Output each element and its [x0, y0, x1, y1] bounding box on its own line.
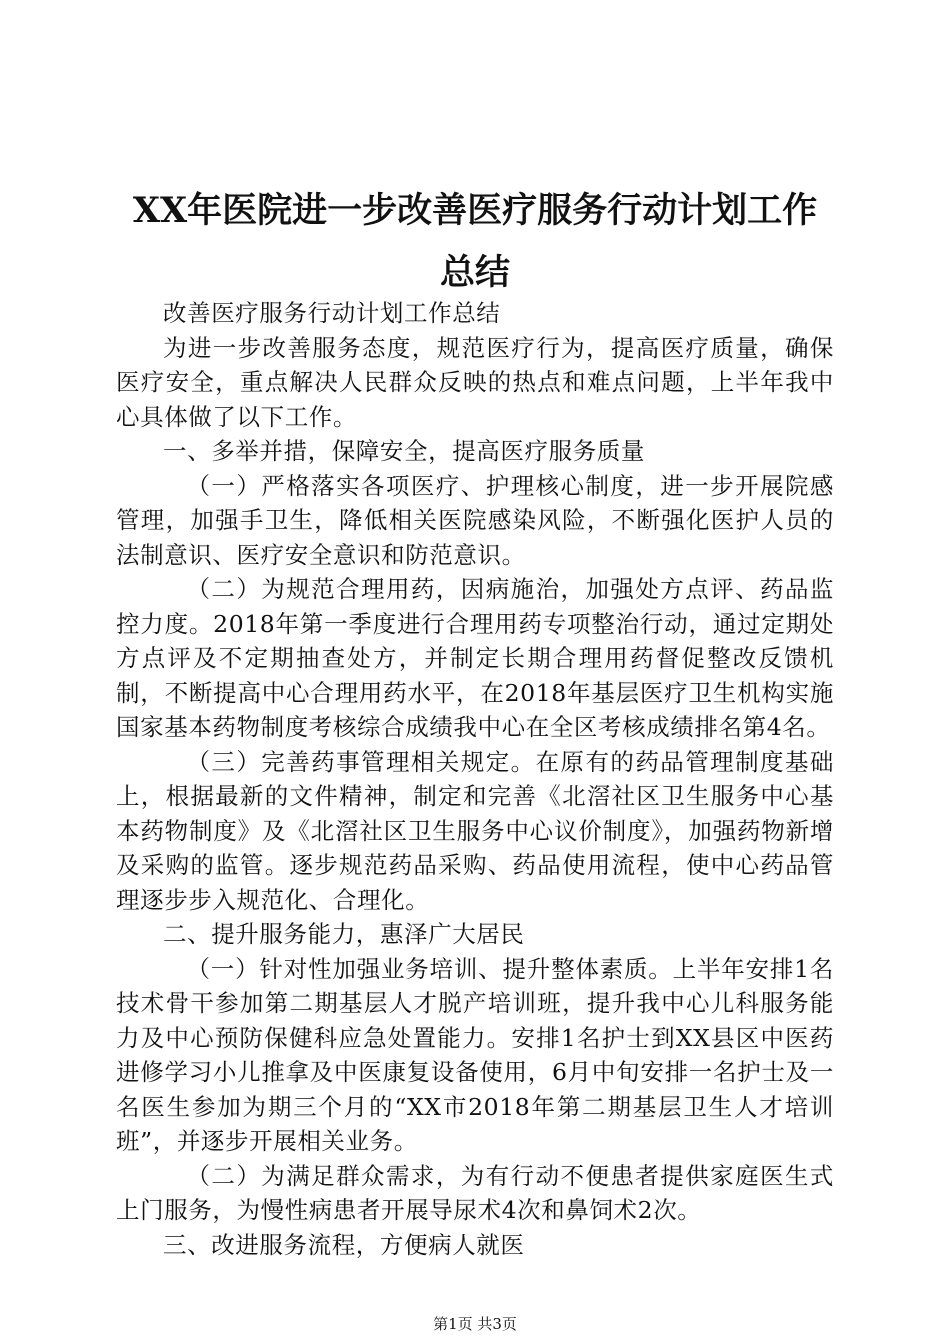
- document-body: [116, 296, 834, 1262]
- paragraph-1-3: （三）完善药事管理相关规定。在原有的药品管理制度基础上，根据最新的文件精神，制定和完善《北滘社区卫生服务中心基本药物制度》及《北滘社区卫生服务中心议价制度》，加强药物新增及采购的监管。逐步规范药品采购、药品使用流程，使中心药品管理逐步步入规范化、合理化。: [116, 747, 834, 914]
- section-heading-3: 三、改进服务流程，方便病人就医: [163, 1230, 525, 1259]
- paragraph-2-2: （二）为满足群众需求，为有行动不便患者提供家庭医生式上门服务，为慢性病患者开展导尿术4次和鼻饲术2次。: [116, 1161, 834, 1224]
- paragraph-intro: 为进一步改善服务态度，规范医疗行为，提高医疗质量，确保医疗安全，重点解决人民群众反映的热点和难点问题，上半年我中心具体做了以下工作。: [116, 333, 834, 431]
- paragraph-2-1: （一）针对性加强业务培训、提升整体素质。上半年安排1名技术骨干参加第二期基层人才脱产培训班，提升我中心儿科服务能力及中心预防保健科应急处置能力。安排1名护士到XX县区中医药进修学习小儿推拿及中医康复设备使用，6月中旬安排一名护士及一名医生参加为期三个月的“XX市2018年第二期基层卫生人才培训班”，并逐步开展相关业务。: [116, 954, 834, 1155]
- section-heading-2: 二、提升服务能力，惠泽广大居民: [163, 920, 525, 948]
- document-title: XX年医院进一步改善医疗服务行动计划工作总结: [132, 190, 818, 293]
- paragraph-1-1: （一）严格落实各项医疗、护理核心制度，进一步开展院感管理，加强手卫生，降低相关医院感染风险，不断强化医护人员的法制意识、医疗安全意识和防范意识。: [116, 471, 834, 569]
- paragraph-subtitle: 改善医疗服务行动计划工作总结: [163, 299, 501, 327]
- section-heading-1: 一、多举并措，保障安全，提高医疗服务质量: [163, 437, 645, 465]
- paragraph-1-2: （二）为规范合理用药，因病施治，加强处方点评、药品监控力度。2018年第一季度进行合理用药专项整治行动，通过定期处方点评及不定期抽查处方，并制定长期合理用药督促整改反馈机制，不断提高中心合理用药水平，在2018年基层医疗卫生机构实施国家基本药物制度考核综合成绩我中心在全区考核成绩排名第4名。: [116, 575, 834, 741]
- page-number-footer: 第1页 共3页: [433, 1315, 517, 1333]
